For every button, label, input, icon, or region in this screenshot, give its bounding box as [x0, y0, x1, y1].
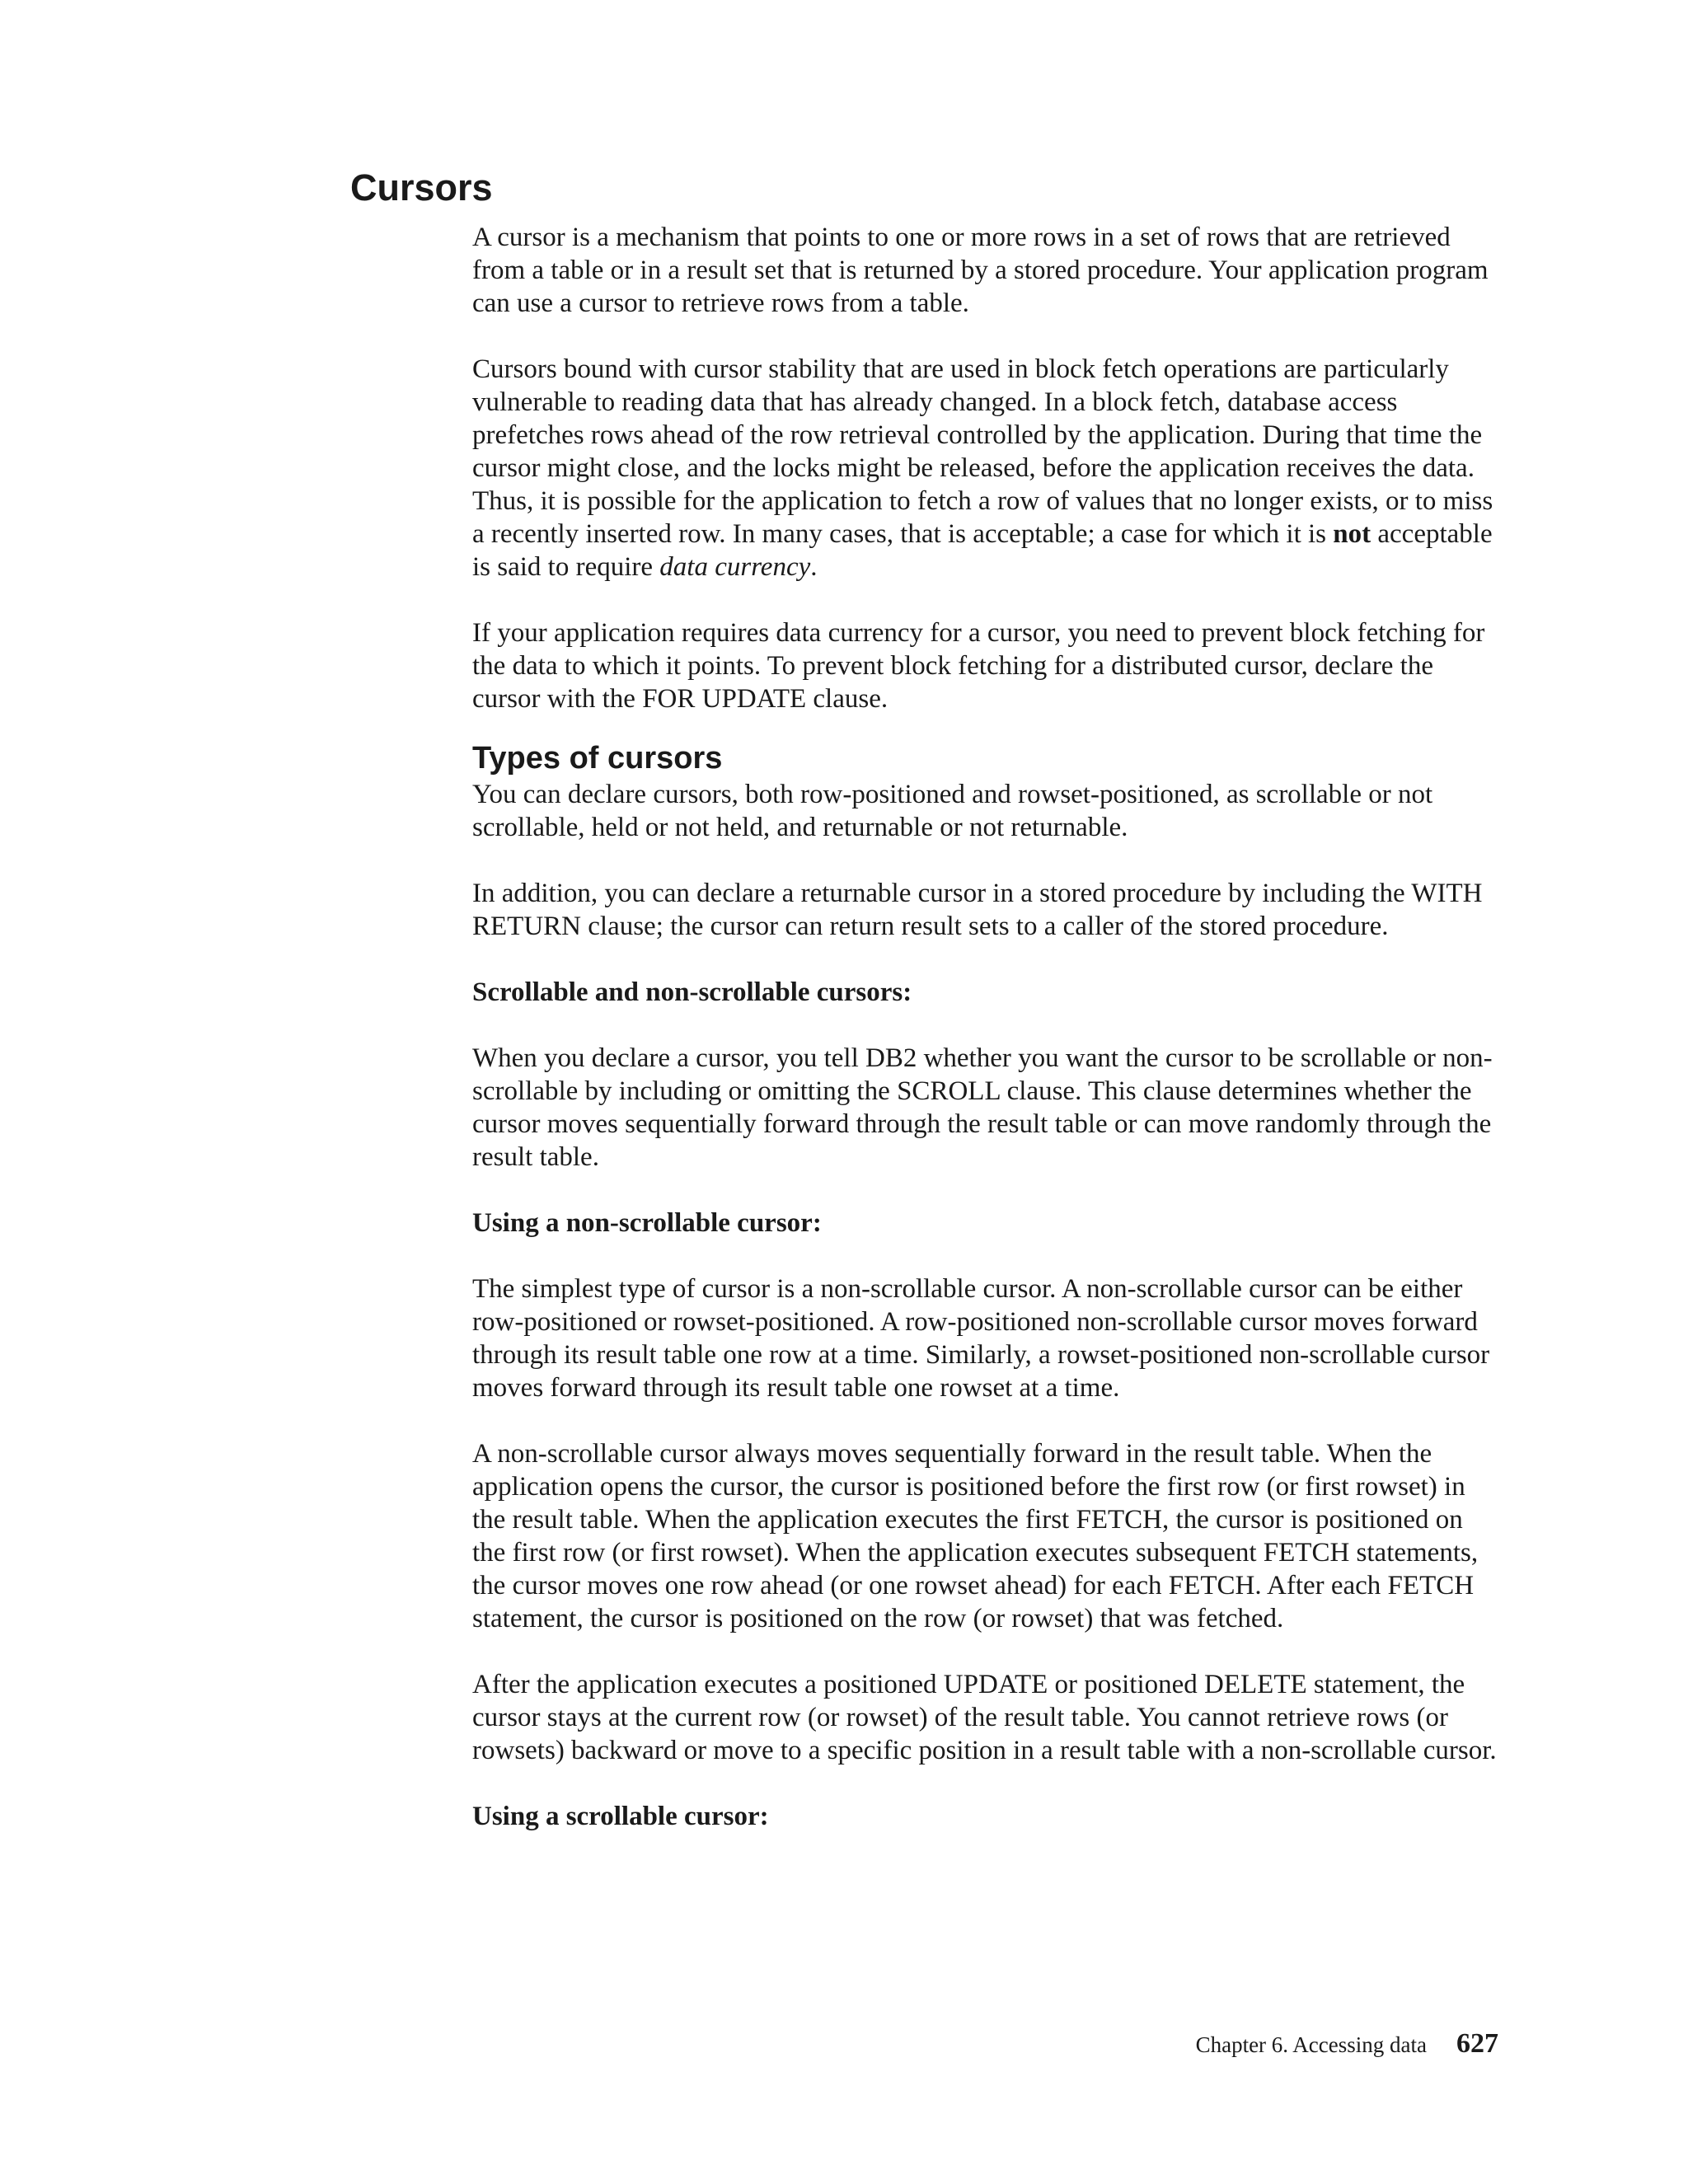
- paragraph-sequential-forward: A non-scrollable cursor always moves sequentially forward in the result table. When the application opens the cursor, the cursor is positioned before the first row (or first rowset) in the result table. When the application executes the first FETCH, the cursor is positioned on the first row (or first rowset). When the application executes subsequent FETCH statements, the cursor moves one row ahead (or one rowset ahead) for each FETCH. After each FETCH statement, the cursor is positioned on the row (or rowset) that was fetched.: [472, 1439, 1479, 1633]
- paragraph-block-fetch-part2: acceptable is said to require: [472, 519, 1493, 582]
- subsection-heading-types-of-cursors: Types of cursors: [472, 741, 723, 776]
- page-number: 627: [1456, 2028, 1498, 2059]
- footer-chapter-title: Chapter 6. Accessing data: [1195, 2032, 1427, 2057]
- subheading-scrollable-non-scrollable: Scrollable and non-scrollable cursors:: [472, 977, 912, 1007]
- paragraph-intro: A cursor is a mechanism that points to one or more rows in a set of rows that are retrieved from a table or in a result set that is returned by a stored procedure. Your application program can use a cursor to retrieve rows from a table.: [472, 223, 1489, 318]
- paragraph-positioned-update: After the application executes a positioned UPDATE or positioned DELETE statement, the cursor stays at the current row (or rowset) of the result table. You cannot retrieve rows (or rowsets) backward or move to a specific position in a result table with a non-scrollable cursor.: [472, 1670, 1497, 1765]
- emphasis-not: not: [1333, 519, 1372, 549]
- paragraph-simplest-cursor: The simplest type of cursor is a non-scrollable cursor. A non-scrollable cursor can be either row-positioned or rowset-positioned. A row-positioned non-scrollable cursor moves forward through its result table one row at a time. Similarly, a rowset-positioned non-scrollable cursor moves forward through its result table one rowset at a time.: [472, 1274, 1490, 1403]
- page-footer: [1196, 2027, 1498, 2061]
- paragraph-block-fetch-part1: Cursors bound with cursor stability that are used in block fetch operations are particularly vulnerable to reading data that has already changed. In a block fetch, database access prefetches rows ahead of the row retrieval controlled by the application. During that time the cursor might close, and the locks might be released, before the application receives the data. Thus, it is possible for the application to fetch a row of values that no longer exists, or to miss a recently inserted row. In many cases, that is acceptable; a case for which it is: [472, 354, 1493, 549]
- term-data-currency: data currency: [659, 552, 811, 582]
- subheading-scrollable-cursor: Using a scrollable cursor:: [472, 1802, 769, 1831]
- section-heading-cursors: Cursors: [350, 166, 493, 209]
- paragraph-data-currency: If your application requires data currency for a cursor, you need to prevent block fetching for the data to which it points. To prevent block fetching for a distributed cursor, declare the cursor with the FOR UPDATE clause.: [472, 618, 1485, 714]
- content-body: [472, 221, 1503, 1866]
- paragraph-types-declare: You can declare cursors, both row-positioned and rowset-positioned, as scrollable or not scrollable, held or not held, and returnable or not returnable.: [472, 780, 1433, 842]
- paragraph-scroll-clause: When you declare a cursor, you tell DB2 whether you want the cursor to be scrollable or non-scrollable by including or omitting the SCROLL clause. This clause determines whether the cursor moves sequentially forward through the result table or can move randomly through the result table.: [472, 1043, 1493, 1172]
- subheading-non-scrollable-cursor: Using a non-scrollable cursor:: [472, 1208, 822, 1238]
- paragraph-block-fetch-part3: .: [810, 552, 818, 582]
- paragraph-returnable-cursor: In addition, you can declare a returnable cursor in a stored procedure by including the WITH RETURN clause; the cursor can return result sets to a caller of the stored procedure.: [472, 879, 1483, 941]
- paragraph-block-fetch: [472, 353, 1503, 583]
